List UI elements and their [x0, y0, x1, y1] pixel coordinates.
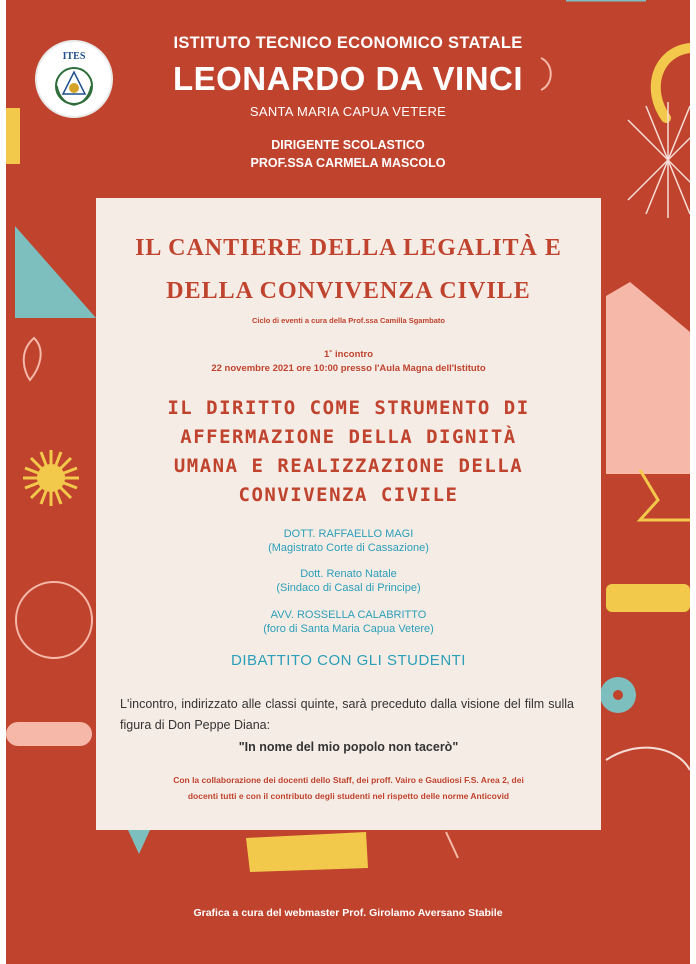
- event-title-line1: IL CANTIERE DELLA LEGALITÀ E: [135, 235, 562, 261]
- event-card: [96, 198, 601, 830]
- yellow-blob-bottom: [246, 832, 368, 872]
- topic-line: IL DIRITTO COME STRUMENTO DI: [167, 397, 530, 419]
- speaker-name: Dott. Renato Natale: [300, 568, 397, 580]
- speaker-name: DOTT. RAFFAELLO MAGI: [283, 528, 414, 540]
- speaker: [96, 609, 601, 635]
- leaf-outline: [24, 338, 41, 380]
- institute-type: ISTITUTO TECNICO ECONOMICO STATALE: [173, 34, 523, 52]
- collaboration-line: docenti tutti e con il contributo degli studenti nel rispetto delle norme Anticovid: [187, 791, 510, 801]
- event-topic: [96, 394, 601, 510]
- school-name: LEONARDO DA VINCI: [172, 60, 524, 97]
- pink-trapezoid-right: [606, 282, 690, 474]
- yellow-sun: [23, 450, 79, 506]
- film-title: "In nome del mio popolo non tacerò": [238, 740, 459, 754]
- date-place: 22 novembre 2021 ore 10:00 presso l'Aula Magna dell'Istituto: [211, 363, 486, 374]
- school-city: SANTA MARIA CAPUA VETERE: [249, 104, 447, 119]
- circle-outline-left: [16, 582, 92, 658]
- teal-triangle-bottom: [128, 830, 150, 854]
- topic-line: CONVIVENZA CIVILE: [238, 484, 459, 506]
- speaker-role: (foro di Santa Maria Capua Vetere): [263, 623, 434, 635]
- logo-text: ITES: [62, 51, 86, 62]
- debate-heading: DIBATTITO CON GLI STUDENTI: [231, 652, 466, 669]
- principal-name: PROF.SSA CARMELA MASCOLO: [250, 156, 446, 170]
- topic-line: UMANA E REALIZZAZIONE DELLA: [173, 455, 524, 477]
- speaker: [96, 528, 601, 554]
- footer-credit: Grafica a cura del webmaster Prof. Girolamo Aversano Stabile: [193, 907, 503, 919]
- event-description: L'incontro, indirizzato alle classi quinte, sarà preceduto dalla visione del film sulla figura di Don Peppe Diana:: [120, 697, 574, 732]
- collaboration-line: Con la collaborazione dei docenti dello Staff, dei proff. Vairo e Gaudiosi F.S. Area 2, dei: [173, 775, 524, 785]
- topic-line: AFFERMAZIONE DELLA DIGNITÀ: [180, 426, 517, 448]
- event-title-line2: DELLA CONVIVENZA CIVILE: [166, 278, 531, 304]
- speaker-role: (Sindaco di Casal di Principe): [276, 582, 421, 594]
- poster: [6, 0, 690, 964]
- pink-bar-left: [6, 722, 92, 746]
- yellow-bar-right: [606, 584, 690, 612]
- principal-role: DIRIGENTE SCOLASTICO: [271, 138, 425, 152]
- thin-line-bottom: [446, 832, 458, 858]
- teal-triangle-left: [15, 226, 96, 318]
- meeting-number: 1˚ incontro: [323, 349, 374, 360]
- speaker-name: AVV. ROSSELLA CALABRITTO: [270, 609, 427, 621]
- speaker-role: (Magistrato Corte di Cassazione): [268, 542, 429, 554]
- yellow-zigzag-right: [640, 470, 690, 520]
- arc-outline-right: [606, 748, 690, 770]
- speaker: [96, 568, 601, 594]
- curated-by: Ciclo di eventi a cura della Prof.ssa Camilla Sgambato: [252, 316, 445, 325]
